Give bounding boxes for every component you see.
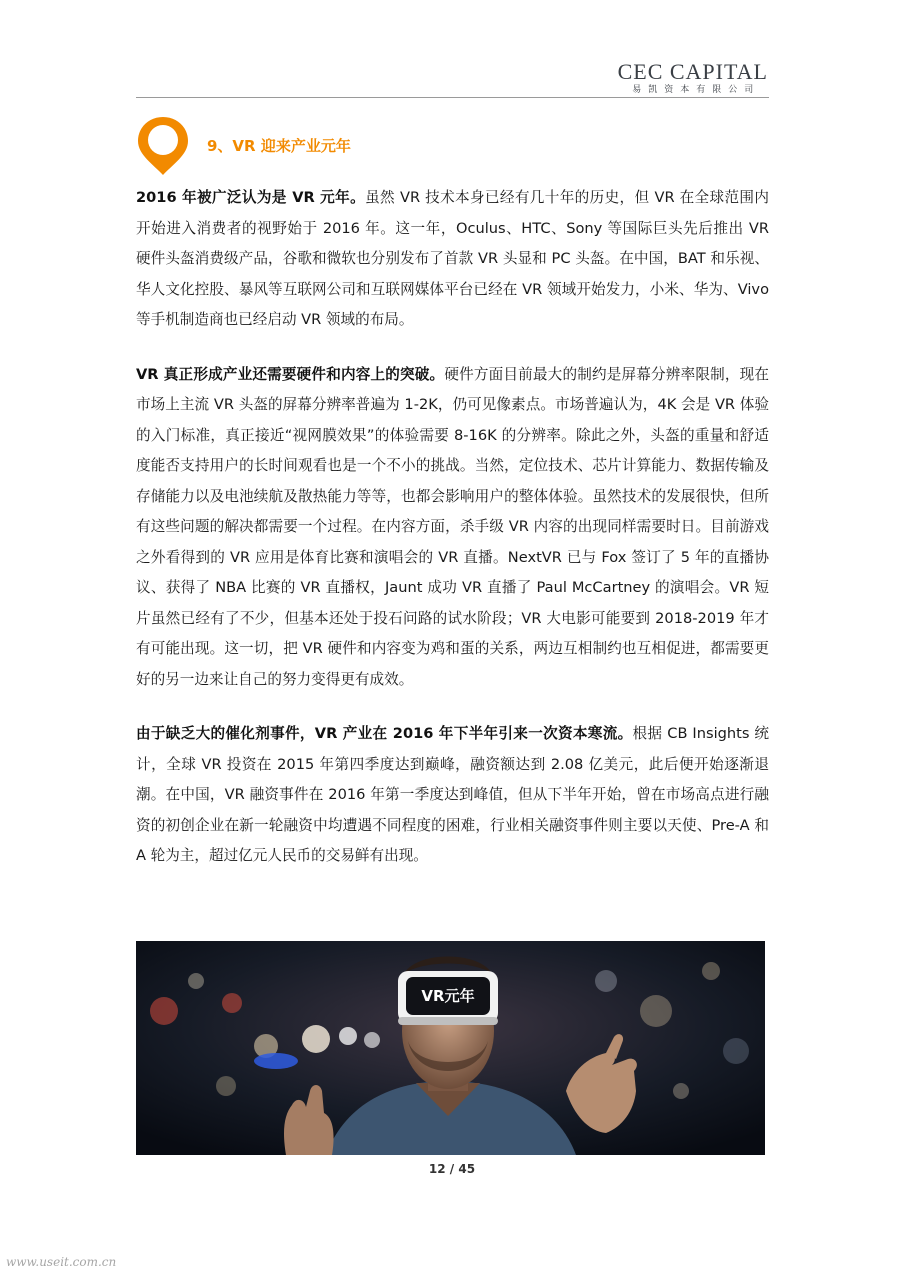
page-number: 12 / 45	[428, 1162, 476, 1176]
paragraph-2-body: 硬件方面目前最大的制约是屏幕分辨率限制，现在市场上主流 VR 头盔的屏幕分辨率普遍为 1-2K，仍可见像素点。市场普遍认为，4K 会是 VR 体验的入门标准，真正接近“视网膜效果”的体验需要 8-16K 的分辨率。除此之外，头盔的重量和舒适度能否支持用户的长时间观看也是一个不小的挑战。当然，定位技术、芯片计算能力、数据传输及存储能力以及电池续航及散热能力等等，也都会影响用户的整体体验。虽然技术的发展很快，但所有这些问题的解决都需要一个过程。在内容方面，杀手级 VR 内容的出现同样需要时日。目前游戏之外看得到的 VR 应用是体育比赛和演唱会的 VR 直播。NextVR 已与 Fox 签订了 5 年的直播协议、获得了 NBA 比赛的 VR 直播权，Jaunt 成功 VR 直播了 Paul McCartney 的演唱会。VR 短片虽然已经有了不少，但基本还处于投石问路的试水阶段；VR 大电影可能要到 2018-2019 年才有可能出现。这一切，把 VR 硬件和内容变为鸡和蛋的关系，两边互相制约也互相促进，都需要更好的另一边来让自己的努力变得更有成效。	[136, 365, 769, 688]
paragraph-1-lead: 2016 年被广泛认为是 VR 元年。	[136, 189, 366, 206]
vr-headset-photo	[136, 941, 765, 1155]
section-title: 9、VR 迎来产业元年	[207, 137, 351, 155]
paragraph-1-body: 虽然 VR 技术本身已经有几十年的历史，但 VR 在全球范围内开始进入消费者的视野始于 2016 年。这一年，Oculus、HTC、Sony 等国际巨头先后推出 VR 硬件头盔消费级产品，谷歌和微软也分别发布了首款 VR 头显和 PC 头盔。在中国，BAT 和乐视、华人文化控股、暴风等互联网公司和互联网媒体平台已经在 VR 领域开始发力，小米、华为、Vivo 等手机制造商也已经启动 VR 领域的布局。	[136, 189, 769, 328]
paragraph-3-body: 根据 CB Insights 统计，全球 VR 投资在 2015 年第四季度达到巅峰，融资额达到 2.08 亿美元，此后便开始逐渐退潮。在中国，VR 融资事件在 2016 年第一季度达到峰值，但从下半年开始，曾在市场高点进行融资的初创企业在新一轮融资中均遭遇不同程度的困难，行业相关融资事件则主要以天使、Pre-A 和 A 轮为主，超过亿元人民币的交易鲜有出现。	[136, 725, 769, 864]
site-watermark: www.useit.com.cn	[6, 1255, 117, 1269]
cec-capital-logo	[618, 60, 768, 96]
body-text	[136, 183, 769, 896]
paragraph-1	[136, 183, 769, 336]
paragraph-3-lead: 由于缺乏大的催化剂事件，VR 产业在 2016 年下半年引来一次资本寒流。	[136, 725, 633, 742]
vr-headset-illustration	[136, 941, 765, 1155]
paragraph-3	[136, 719, 769, 872]
location-pin-icon	[136, 115, 190, 177]
paragraph-2	[136, 360, 769, 696]
headset-label: VR元年	[421, 987, 475, 1005]
logo-sub-text: 易凯资本有限公司	[632, 85, 761, 95]
paragraph-2-lead: VR 真正形成产业还需要硬件和内容上的突破。	[136, 365, 445, 383]
logo-main-text: CEC CAPITAL	[617, 59, 768, 84]
header-divider	[136, 97, 769, 98]
